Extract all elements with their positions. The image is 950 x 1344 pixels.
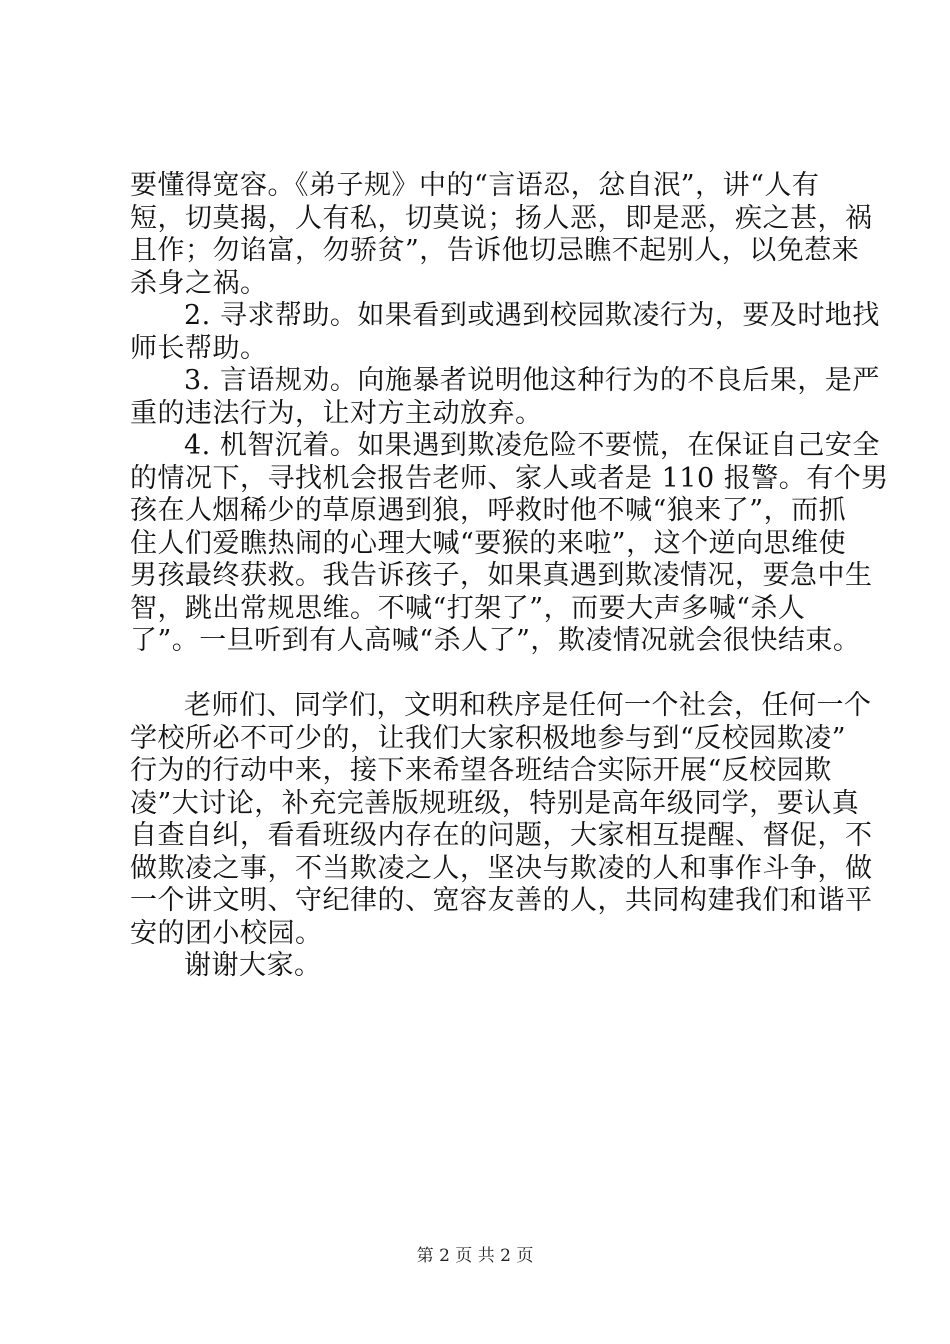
text-line: 学校所必不可少的，让我们大家积极地参与到“反校园欺凌”: [130, 722, 847, 754]
text-line: 了”。一旦听到有人高喊“杀人了”，欺凌情况就会很快结束。: [130, 625, 861, 656]
text-line: 自查自纠，看看班级内存在的问题，大家相互提醒、督促，不: [130, 820, 873, 851]
paragraph-closing: [130, 690, 873, 950]
text-line: 住人们爱瞧热闹的心理大喊“要猴的来啦”，这个逆向思维使: [130, 527, 847, 559]
text-line: 行为的行动中来，接下来希望各班结合实际开展“反校园欺: [130, 755, 832, 786]
paragraph-thanks: 谢谢大家。: [184, 950, 322, 981]
paragraph-item-3: [130, 365, 880, 430]
text-line: 老师们、同学们，文明和秩序是任何一个社会，任何一个: [184, 690, 872, 721]
text-line: 做欺凌之事，不当欺凌之人，坚决与欺凌的人和事作斗争，做: [130, 852, 873, 884]
text-line: 且作；勿谄富，勿骄贫”，告诉他切忌瞧不起别人，以免惹来: [130, 235, 860, 266]
text-line: 凌”大讨论，补充完善版规班级，特别是高年级同学，要认真: [130, 787, 860, 819]
text-line: 智，跳出常规思维。不喊“打架了”，而要大声多喊“杀人: [130, 592, 806, 624]
paragraph-gap: [130, 658, 835, 691]
text-line: 4. 机智沉着。如果遇到欺凌危险不要慌，在保证自己安全: [184, 430, 880, 461]
paragraph-tolerance: [130, 170, 873, 300]
text-line: 重的违法行为，让对方主动放弃。: [130, 397, 543, 429]
text-line: 师长帮助。: [130, 332, 268, 364]
text-line: 杀身之祸。: [130, 267, 268, 299]
text-line: 3. 言语规劝。向施暴者说明他这种行为的不良后果，是严: [184, 365, 880, 396]
document-body: [130, 170, 889, 983]
text-line: 2. 寻求帮助。如果看到或遇到校园欺凌行为，要及时地找: [184, 300, 880, 331]
text-line: 的情况下，寻找机会报告老师、家人或者是 110 报警。有个男: [130, 462, 889, 494]
text-line: 短，切莫揭，人有私，切莫说；扬人恶，即是恶，疾之甚，祸: [130, 202, 873, 234]
paragraph-item-4: [130, 430, 889, 658]
text-line: 孩在人烟稀少的草原遇到狼，呼救时他不喊“狼来了”，而抓: [130, 495, 847, 526]
page-number-footer: 第 2 页 共 2 页: [416, 1246, 534, 1266]
paragraph-item-2: [130, 300, 880, 365]
text-line: 男孩最终获救。我告诉孩子，如果真遇到欺凌情况，要急中生: [130, 560, 873, 591]
text-line: 要懂得宽容。《弟子规》中的“言语忍，忿自泯”，讲“人有: [130, 170, 820, 201]
text-line: 安的团小校园。: [130, 917, 323, 949]
text-line: 一个讲文明、守纪律的、宽容友善的人，共同构建我们和谐平: [130, 885, 873, 916]
